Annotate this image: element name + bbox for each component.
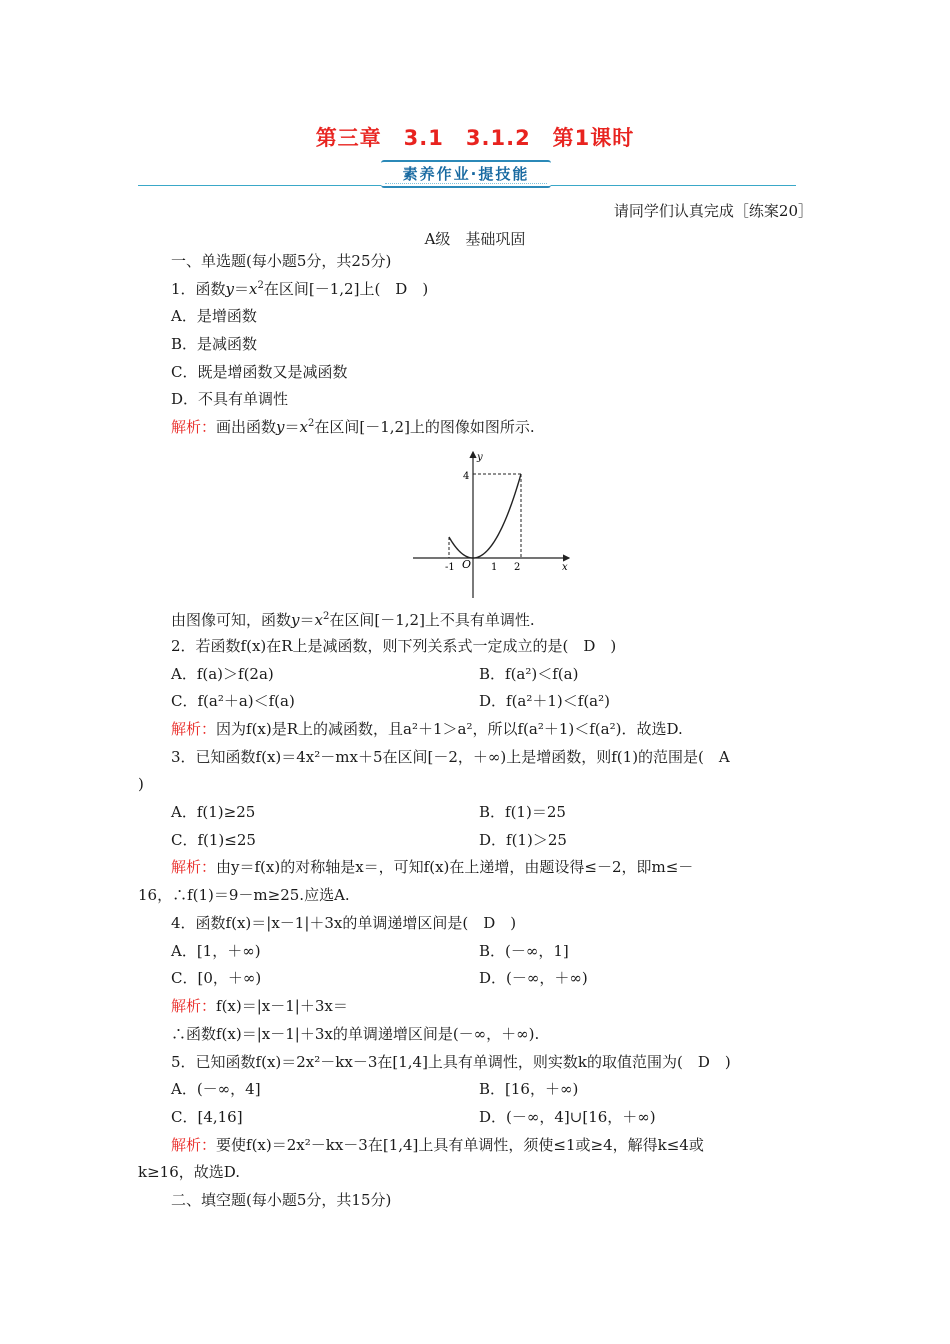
q1-analysis-text-a: 画出函数 [216, 418, 277, 436]
x-axis-label: x [562, 562, 568, 573]
q5-option-d: D．(－∞，4]∪[16，＋∞) [479, 1108, 656, 1126]
q4-analysis-cont: ∴函数f(x)＝|x－1|＋3x的单调递增区间是(－∞，＋∞). [171, 1025, 540, 1043]
section-heading-single-choice: 一、单选题(每小题5分，共25分) [171, 252, 392, 270]
q3-option-b: B．f(1)＝25 [479, 803, 566, 821]
q4-analysis-text-1: f(x)＝|x－1|＋3x＝ [216, 997, 348, 1015]
q1-analysis-label: 解析： [171, 418, 217, 436]
tick-label-2: 2 [514, 562, 521, 573]
tick-label-4: 4 [463, 471, 470, 482]
q5-option-c: C．[4,16] [171, 1108, 243, 1126]
q5-analysis-label: 解析： [171, 1136, 217, 1154]
q4-analysis-label: 解析： [171, 997, 217, 1015]
q4-option-a: A．[1，＋∞) [171, 942, 261, 960]
q1-option-b: B．是减函数 [171, 335, 258, 353]
q1-analysis-text-b: 在区间[－1,2]上的图像如图所示. [314, 418, 535, 436]
y-axis-label: y [477, 452, 483, 463]
q2-option-b: B．f(a²)＜f(a) [479, 665, 579, 683]
question-1-stem: 1．函数$y=x^2$在区间[－1,2]上( D ) [171, 280, 429, 298]
q1-conclusion-text-a: 由图像可知，函数 [171, 611, 292, 629]
question-4-stem: 4．函数f(x)＝|x－1|＋3x的单调递增区间是( D ) [171, 914, 517, 932]
q2-option-a: A．f(a)＞f(2a) [171, 665, 274, 683]
question-5-stem: 5．已知函数f(x)＝2x²－kx－3在[1,4]上具有单调性，则实数k的取值范围为( D ) [171, 1053, 731, 1071]
q4-option-c: C．[0，＋∞) [171, 969, 262, 987]
tick-label-1: 1 [491, 562, 498, 573]
section-heading-fill-in: 二、填空题(每小题5分，共15分) [171, 1191, 392, 1209]
q1-stem-suffix: 在区间[－1,2]上( D ) [263, 280, 429, 298]
q3-option-a: A．f(1)≥25 [171, 803, 256, 821]
q1-option-d: D．不具有单调性 [171, 390, 289, 408]
q1-conclusion: 由图像可知，函数$y=x^2$在区间[－1,2]上不具有单调性. [171, 611, 535, 629]
q4-analysis [171, 996, 348, 1016]
q3-analysis [171, 857, 693, 877]
question-3-stem-end: ) [138, 775, 144, 793]
origin-label: O [462, 558, 472, 571]
question-3-stem: 3．已知函数f(x)＝4x²－mx＋5在区间[－2，＋∞)上是增函数，则f(1)的范围是( A [171, 748, 730, 766]
q2-analysis-text: 因为f(x)是R上的减函数，且a²＋1＞a²，所以f(a²＋1)＜f(a²)．故选D. [216, 720, 683, 738]
q1-analysis: 解析：画出函数$y=x^2$在区间[－1,2]上的图像如图所示. [171, 418, 535, 436]
page-title: 第三章 3.1 3.1.2 第1课时 [315, 126, 635, 150]
q1-option-a: A．是增函数 [171, 307, 257, 325]
tick-label-neg1: -1 [445, 562, 455, 573]
q4-option-d: D．(－∞，＋∞) [479, 969, 588, 987]
q1-option-c: C．既是增函数又是减函数 [171, 363, 348, 381]
q2-analysis-label: 解析： [171, 720, 217, 738]
q3-option-c: C．f(1)≤25 [171, 831, 256, 849]
q5-analysis [171, 1135, 704, 1155]
section-banner: 素养作业·提技能 [381, 160, 551, 188]
q3-analysis-label: 解析： [171, 858, 217, 876]
q2-analysis [171, 719, 683, 739]
q3-analysis-cont: 16，∴f(1)＝9－m≥25.应选A. [138, 886, 350, 904]
q1-stem-prefix: 1．函数 [171, 280, 226, 298]
q5-option-a: A．(－∞，4] [171, 1080, 261, 1098]
q1-conclusion-text-b: 在区间[－1,2]上不具有单调性. [329, 611, 535, 629]
level-heading: A级 基础巩固 [424, 230, 526, 248]
q2-option-c: C．f(a²＋a)＜f(a) [171, 692, 295, 710]
q3-option-d: D．f(1)＞25 [479, 831, 567, 849]
parabola-curve [449, 474, 521, 558]
q5-option-b: B．[16，＋∞) [479, 1080, 579, 1098]
parabola-graph [405, 448, 575, 600]
q2-option-d: D．f(a²＋1)＜f(a²) [479, 692, 610, 710]
q5-analysis-text-1: 要使f(x)＝2x²－kx－3在[1,4]上具有单调性，须使≤1或≥4，解得k≤4或 [216, 1136, 704, 1154]
practice-note: 请同学们认真完成［练案20］ [613, 202, 813, 220]
q3-analysis-text-1: 由y＝f(x)的对称轴是x＝，可知f(x)在上递增，由题设得≤－2，即m≤－ [216, 858, 694, 876]
q4-option-b: B．(－∞，1] [479, 942, 569, 960]
q5-analysis-cont: k≥16，故选D. [138, 1163, 241, 1181]
question-2-stem: 2．若函数f(x)在R上是减函数，则下列关系式一定成立的是( D ) [171, 637, 617, 655]
